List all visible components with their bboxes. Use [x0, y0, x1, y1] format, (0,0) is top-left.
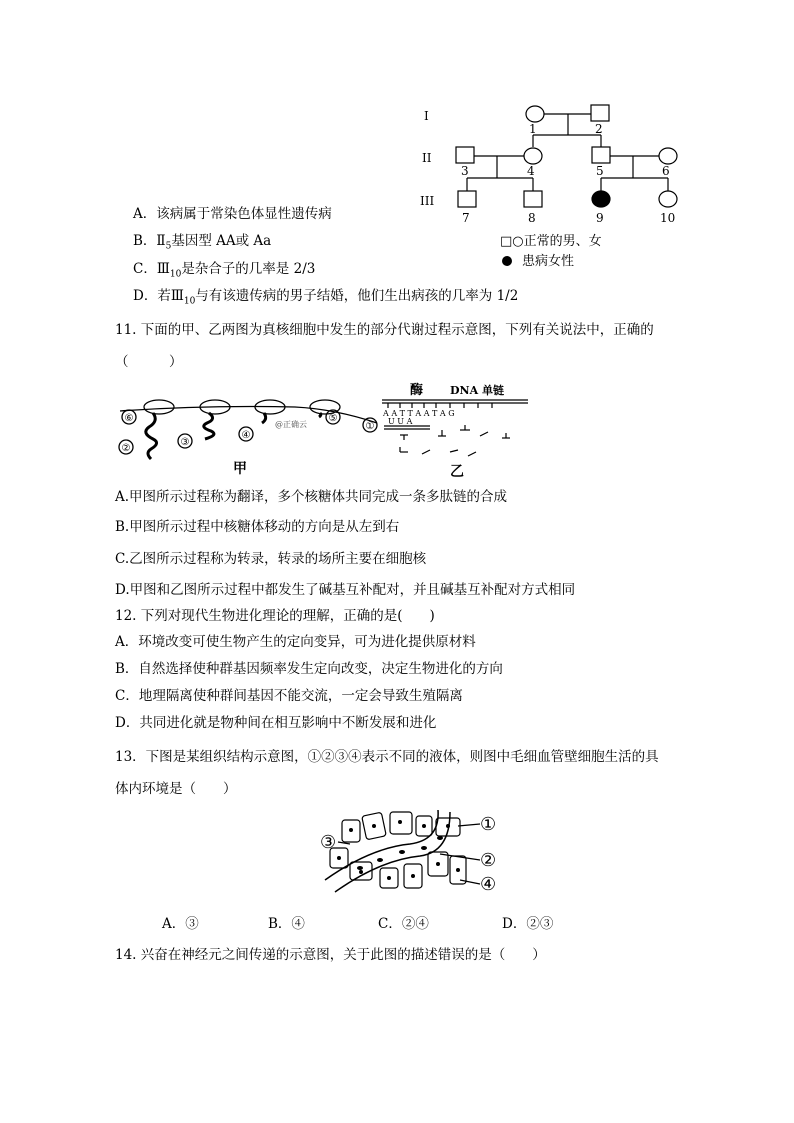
q10-c-pre: C．Ⅲ [133, 261, 170, 277]
label-3: 3 [461, 164, 469, 178]
dna-strand-label: DNA 单链 [450, 384, 504, 397]
label-9: 9 [596, 211, 604, 225]
q12-stem: 12. 下列对现代生物进化理论的理解，正确的是( ) [115, 608, 435, 624]
legend-normal: □○正常的男、女 [500, 234, 602, 249]
label-5: 5 [596, 164, 604, 178]
q11-option-a: A.甲图所示过程称为翻译，多个核糖体共同完成一条多肽链的合成 [115, 489, 508, 505]
label-circle-4: ④ [241, 430, 251, 441]
label-circle-6: ⑥ [124, 413, 134, 424]
fig-jia-label: 甲 [233, 461, 247, 477]
label-circle-3: ③ [180, 437, 190, 448]
q11-option-c: C.乙图所示过程称为转录，转录的场所主要在细胞核 [115, 551, 427, 567]
q13-option-d: D．②③ [502, 916, 554, 932]
q12-option-d: D．共同进化就是物种间在相互影响中不断发展和进化 [115, 715, 437, 731]
label-circle-1: ① [365, 421, 375, 432]
q10-d-post: 与有该遗传病的男子结婚，他们生出病孩的几率为 1/2 [195, 288, 519, 304]
q12-option-b: B．自然选择使种群基因频率发生定向改变，决定生物进化的方向 [115, 661, 503, 677]
filled-circle-icon [502, 256, 512, 266]
q10-d-pre: D．若Ⅲ [133, 288, 184, 304]
label-1: 1 [529, 122, 537, 136]
fig-yi-label: 乙 [450, 464, 464, 480]
q11-option-d: D.甲图和乙图所示过程中都发生了碱基互补配对，并且碱基互补配对方式相同 [115, 582, 576, 598]
q11-figure-yi [380, 380, 530, 480]
q13-stem-line2: 体内环境是（ ） [115, 781, 237, 797]
q13-stem-line1: 13．下图是某组织结构示意图，①②③④表示不同的液体，则图中毛细血管壁细胞生活的具 [115, 749, 659, 765]
label-6: 6 [662, 164, 670, 178]
legend-affected-text: 患病女性 [522, 254, 575, 269]
label-4: ④ [480, 874, 497, 895]
gen-label-1: I [424, 109, 429, 123]
q13-option-a: A．③ [162, 916, 199, 932]
label-7: 7 [462, 211, 470, 225]
label-10: 10 [660, 211, 676, 225]
gen-label-2: II [422, 151, 432, 165]
q10-b-pre: B．Ⅱ [133, 233, 166, 249]
q10-option-b [133, 232, 271, 256]
rna-bases: U U A [388, 417, 413, 426]
individual-6 [659, 148, 677, 164]
q10-option-c [133, 260, 315, 284]
q10-c-sub: 10 [169, 269, 182, 280]
individual-10 [659, 191, 677, 207]
individual-5 [592, 147, 610, 163]
individual-9-affected [592, 191, 610, 207]
pedigree-chart [410, 95, 700, 235]
individual-7 [458, 191, 476, 207]
label-1: ① [480, 814, 497, 835]
individual-8 [524, 191, 542, 207]
q11-stem-line2: （ ） [115, 354, 183, 370]
q10-d-sub: 10 [183, 296, 196, 307]
q10-b-sub: 5 [165, 241, 172, 252]
label-8: 8 [528, 211, 536, 225]
q12-option-c: C．地理隔离使种群间基因不能交流，一定会导致生殖隔离 [115, 688, 463, 704]
watermark: @正确云 [275, 420, 307, 429]
q11-stem-line1: 11. 下面的甲、乙两图为真核细胞中发生的部分代谢过程示意图，下列有关说法中，正确的 [115, 322, 654, 338]
dna-bases: A A T T A A T A G [383, 409, 455, 418]
label-2: 2 [595, 122, 603, 136]
q10-c-post: 是杂合子的几率是 2/3 [181, 261, 316, 277]
label-circle-2: ② [121, 443, 131, 454]
q11-figure-jia [115, 385, 380, 480]
label-3: ③ [320, 832, 337, 853]
q10-option-d [133, 287, 518, 311]
q10-b-post: 基因型 AA或 Aa [171, 233, 272, 249]
label-4: 4 [527, 164, 535, 178]
q14-stem: 14. 兴奋在神经元之间传递的示意图，关于此图的描述错误的是（ ） [115, 947, 546, 963]
q13-option-b: B．④ [268, 916, 305, 932]
q12-option-a: A．环境改变可使生物产生的定向变异，可为进化提供原材料 [115, 634, 476, 650]
q10-option-a: A．该病属于常染色体显性遗传病 [133, 206, 332, 222]
individual-4 [524, 148, 542, 164]
individual-2 [591, 105, 609, 121]
enzyme-label: 酶 [410, 383, 424, 398]
label-circle-5: ⑤ [328, 413, 338, 424]
q11-option-b: B.甲图所示过程中核糖体移动的方向是从左到右 [115, 519, 400, 535]
legend-affected [500, 250, 574, 269]
label-2: ② [480, 850, 497, 871]
gen-label-3: III [420, 194, 435, 208]
q13-option-c: C．②④ [378, 916, 429, 932]
individual-3 [456, 147, 474, 163]
individual-1 [526, 106, 544, 122]
q13-tissue-figure [320, 808, 505, 900]
